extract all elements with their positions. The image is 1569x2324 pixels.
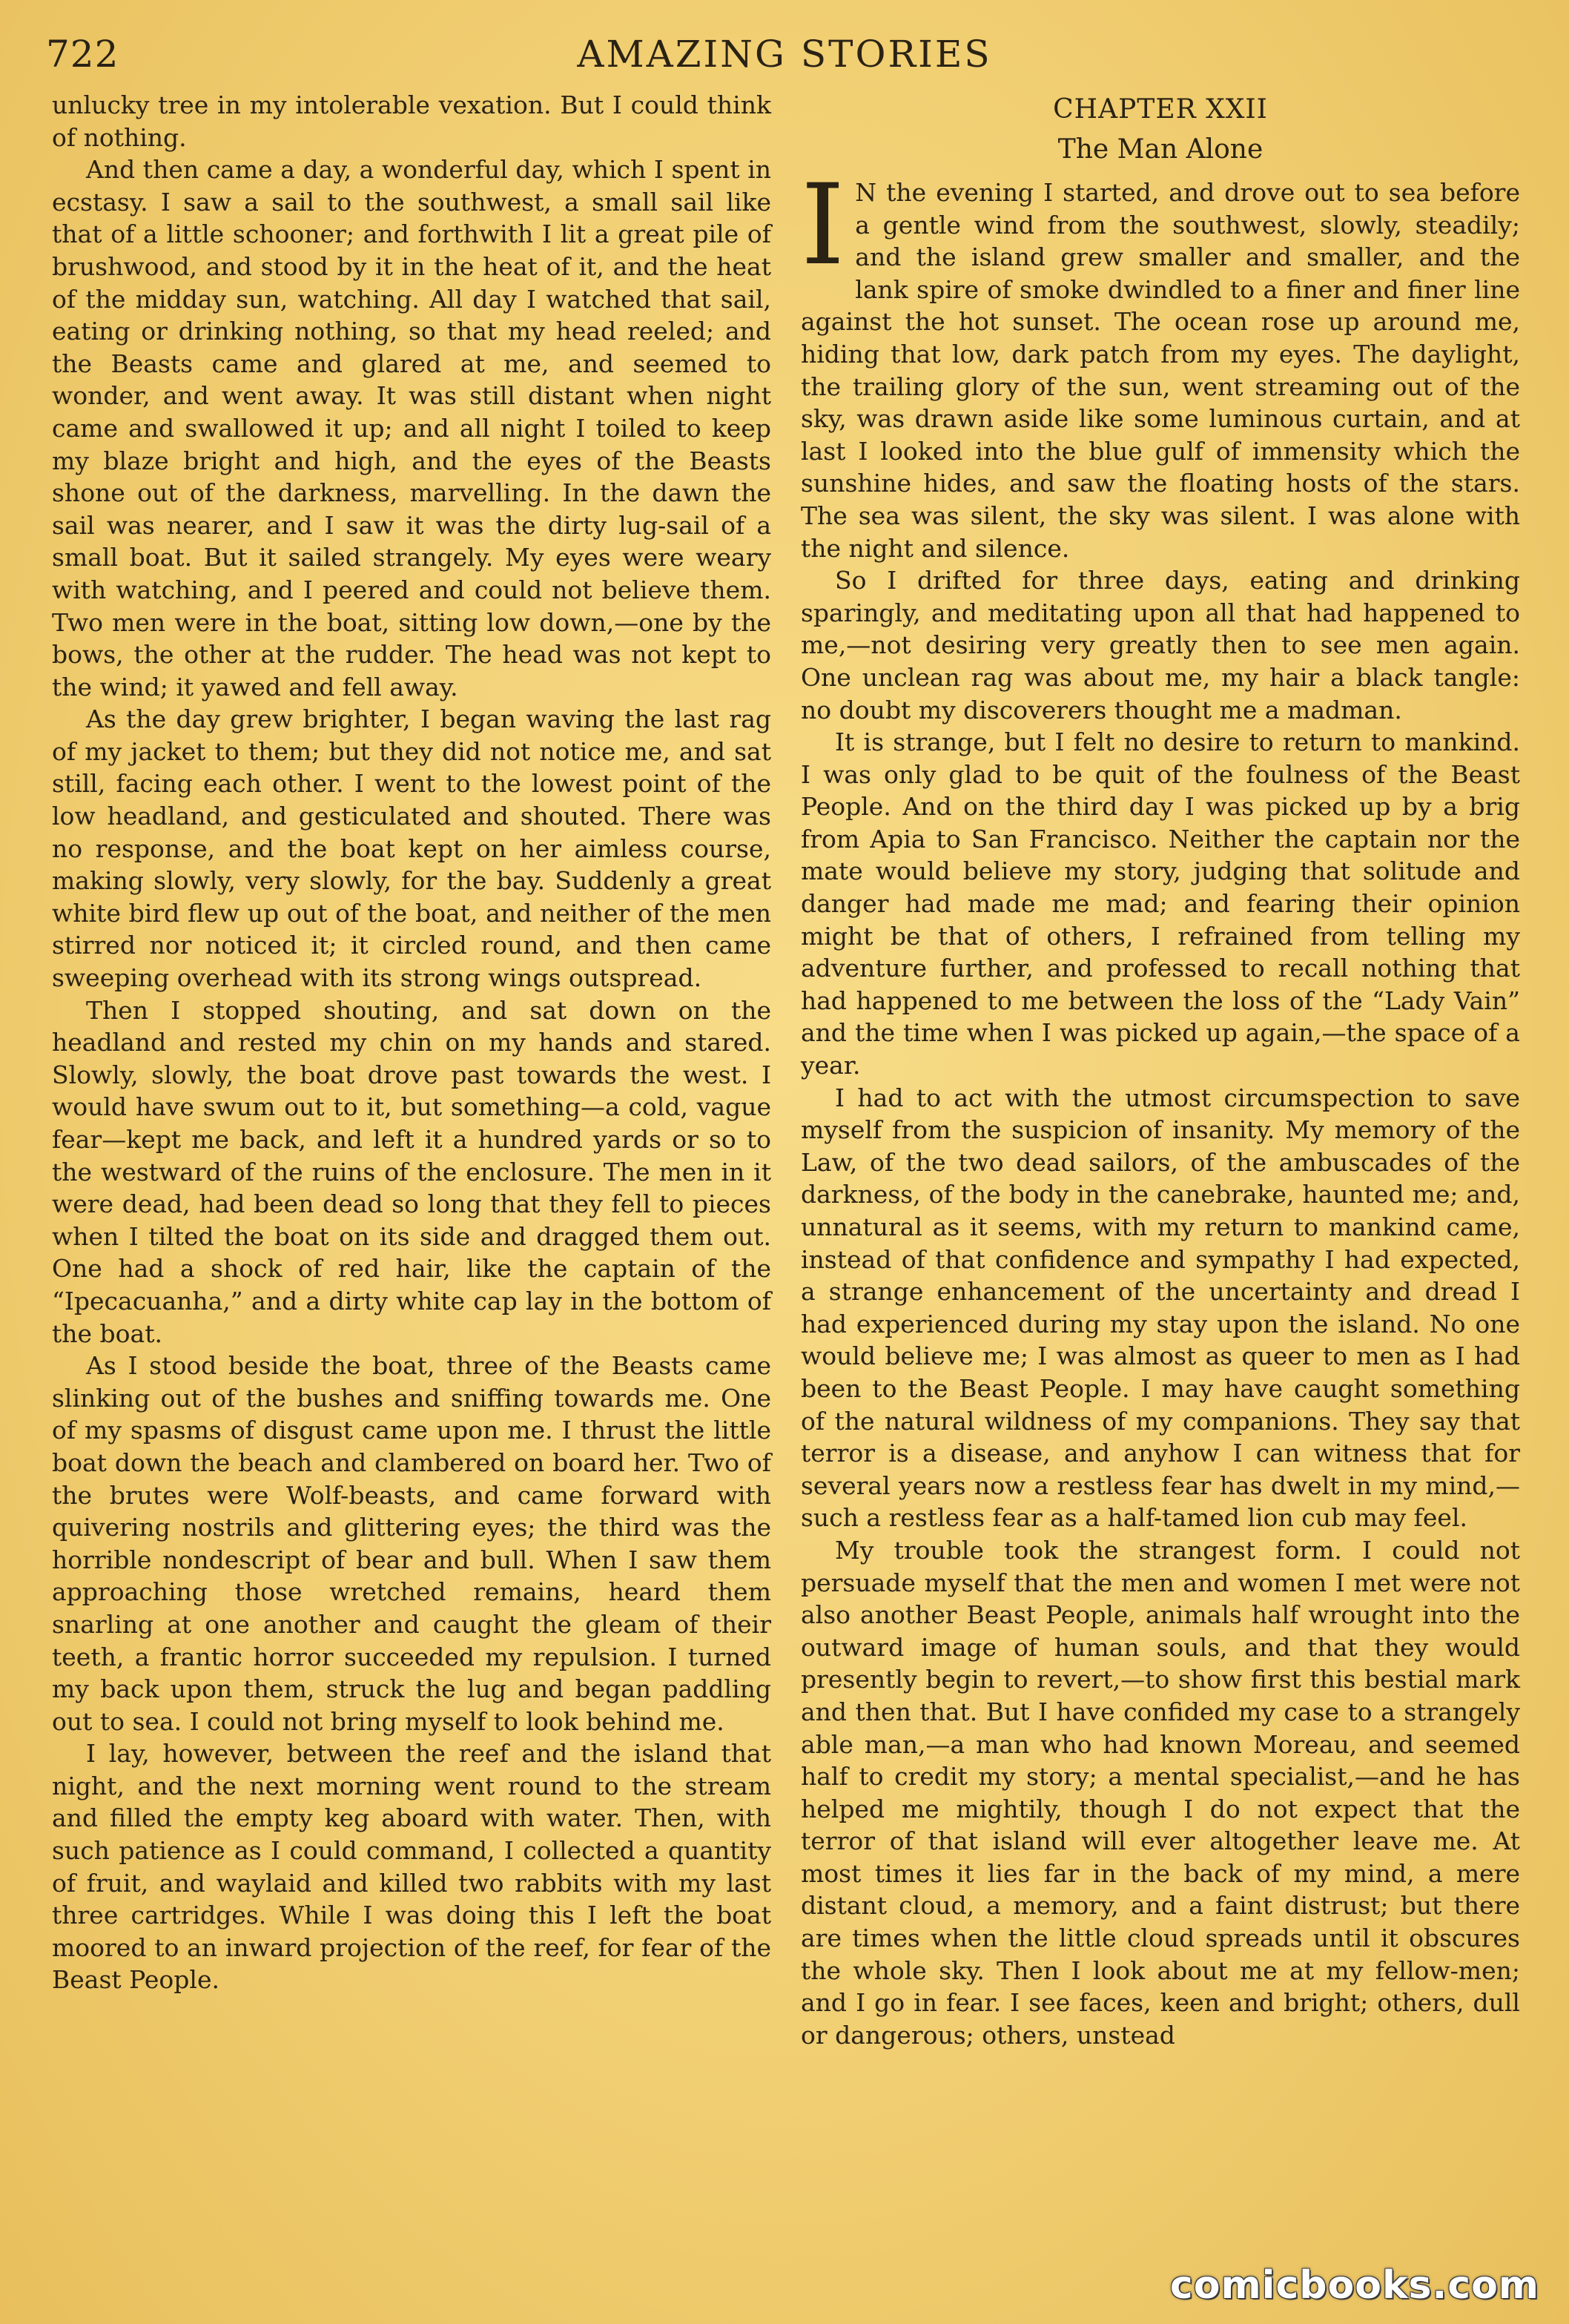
right-column bbox=[801, 89, 1520, 2051]
paragraph: unlucky tree in my intolerable vexation. But I could think of nothing. bbox=[52, 90, 771, 152]
watermark-logo: comicbooks.com bbox=[1169, 2263, 1539, 2308]
magazine-title: AMAZING STORIES bbox=[577, 33, 992, 76]
paragraph: So I drifted for three days, eating and drinking sparingly, and meditating upon all that had happened to me,—not desiring very greatly then to see men again. One unclean rag was about me, my hair a black tangle: no doubt my discoverers thought me a madman. bbox=[801, 566, 1520, 724]
page-number: 722 bbox=[46, 33, 119, 76]
paragraph: As I stood beside the boat, three of the Beasts came slinking out of the bushes and sniffing towards me. One of my spasms of disgust came upon me. I thrust the little boat down the beach and clambered on board her. Two of the brutes were Wolf-beasts, and came forward with quivering nostrils and glittering eyes; the third was the horrible nondescript of bear and bull. When I saw them approaching those wretched remains, heard them snarling at one another and caught the gleam of their teeth, a frantic horror succeeded my repulsion. I turned my back upon them, struck the lug and began paddling out to sea. I could not bring myself to look behind me. bbox=[52, 1351, 771, 1736]
opening-paragraph bbox=[801, 161, 1520, 564]
paragraph: I had to act with the utmost circumspection to save myself from the suspicion of insanity. My memory of the Law, of the two dead sailors, of the ambuscades of the darkness, of the body in the canebrake, haunted me; and, unnatural as it seems, with my return to mankind came, instead of that confidence and sympathy I had expected, a strange enhancement of the uncertainty and dread I had experienced during my stay upon the island. No one would believe me; I was almost as queer to men as I had been to the Beast People. I may have caught something of the natural wildness of my companions. They say that terror is a disease, and anyhow I can witness that for several years now a restless fear has dwelt in my mind,—such a restless fear as a half-tamed lion cub may feel. bbox=[801, 1083, 1520, 1533]
paragraph: It is strange, but I felt no desire to return to mankind. I was only glad to be quit of the foulness of the Beast People. And on the third day I was picked up by a brig from Apia to San Francisco. Neither the captain nor the mate would believe my story, judging that solitude and danger had made me mad; and fearing their opinion might be that of others, I refrained from telling my adventure further, and professed to recall nothing that had happened to me between the loss of the “Lady Vain” and the time when I was picked up again,—the space of a year. bbox=[801, 727, 1520, 1080]
chapter-heading: CHAPTER XXII bbox=[1053, 94, 1268, 125]
opening-paragraph-text: N the evening I started, and drove out to sea before a gentle wind from the southwest, slowly, steadily; and the island grew smaller and smaller, and the lank spire of smoke dwindled to a finer and finer line against the hot sunset. The ocean rose up around me, hiding that low, dark patch from my eyes. The daylight, the trailing glory of the sun, went streaming out of the sky, was drawn aside like some luminous curtain, and at last I looked into the blue gulf of immensity which the sunshine hides, and saw the floating hosts of the stars. The sea was silent, the sky was silent. I was alone with the night and silence. bbox=[801, 178, 1520, 563]
paragraph: My trouble took the strangest form. I could not persuade myself that the men and women I met were not also another Beast People, animals half wrought into the outward image of human souls, and that they would presently begin to revert,—to show first this bestial mark and then that. But I have confided my case to a strangely able man,—a man who had known Moreau, and seemed half to credit my story; a mental specialist,—and he has helped me mightily, though I do not expect that the terror of that island will ever altogether leave me. At most times it lies far in the back of my mind, a mere distant cloud, a memory, and a faint distrust; but there are times when the little cloud spreads until it obscures the whole sky. Then I look about me at my fellow-men; and I go in fear. I see faces, keen and bright; others, dull or dangerous; others, unstead bbox=[801, 1535, 1520, 2050]
paragraph: Then I stopped shouting, and sat down on the headland and rested my chin on my hands and stared. Slowly, slowly, the boat drove past towards the west. I would have swum out to it, but something—a cold, vague fear—kept me back, and left it a hundred yards or so to the westward of the ruins of the enclosure. The men in it were dead, had been dead so long that they fell to pieces when I tilted the boat on its side and dragged them out. One had a shock of red hair, like the captain of the “Ipecacuanha,” and a dirty white cap lay in the bottom of the boat. bbox=[52, 995, 771, 1348]
paragraph: And then came a day, a wonderful day, which I spent in ecstasy. I saw a sail to the southwest, a small sail like that of a little schooner; and forthwith I lit a great pile of brushwood, and stood by it in the heat of it, and the heat of the midday sun, watching. All day I watched that sail, eating or drinking nothing, so that my head reeled; and the Beasts came and glared at me, and seemed to wonder, and went away. It was still distant when night came and swallowed it up; and all night I toiled to keep my blaze bright and high, and the eyes of the Beasts shone out of the darkness, marvelling. In the dawn the sail was nearer, and I saw it was the dirty lug-sail of a small boat. But it sailed strangely. My eyes were weary with watching, and I peered and could not believe them. Two men were in the boat, sitting low down,—one by the bows, the other at the rudder. The head was not kept to the wind; it yawed and fell away. bbox=[52, 155, 771, 702]
chapter-subtitle: The Man Alone bbox=[1057, 134, 1264, 165]
drop-cap: I bbox=[801, 161, 845, 290]
running-head bbox=[46, 28, 1523, 80]
paragraph: As the day grew brighter, I began waving the last rag of my jacket to them; but they did not notice me, and sat still, facing each other. I went to the lowest point of the low headland, and gesticulated and shouted. There was no response, and the boat kept on her aimless course, making slowly, very slowly, for the bay. Suddenly a great white bird flew up out of the boat, and neither of the men stirred nor noticed it; it circled round, and then came sweeping overhead with its strong wings outspread. bbox=[52, 704, 771, 993]
paragraph: I lay, however, between the reef and the island that night, and the next morning went round to the stream and filled the empty keg aboard with water. Then, with such patience as I could command, I collected a quantity of fruit, and waylaid and killed two rabbits with my last three cartridges. While I was doing this I left the boat moored to an inward projection of the reef, for fear of the Beast People. bbox=[52, 1739, 771, 1995]
left-column bbox=[52, 89, 771, 1996]
